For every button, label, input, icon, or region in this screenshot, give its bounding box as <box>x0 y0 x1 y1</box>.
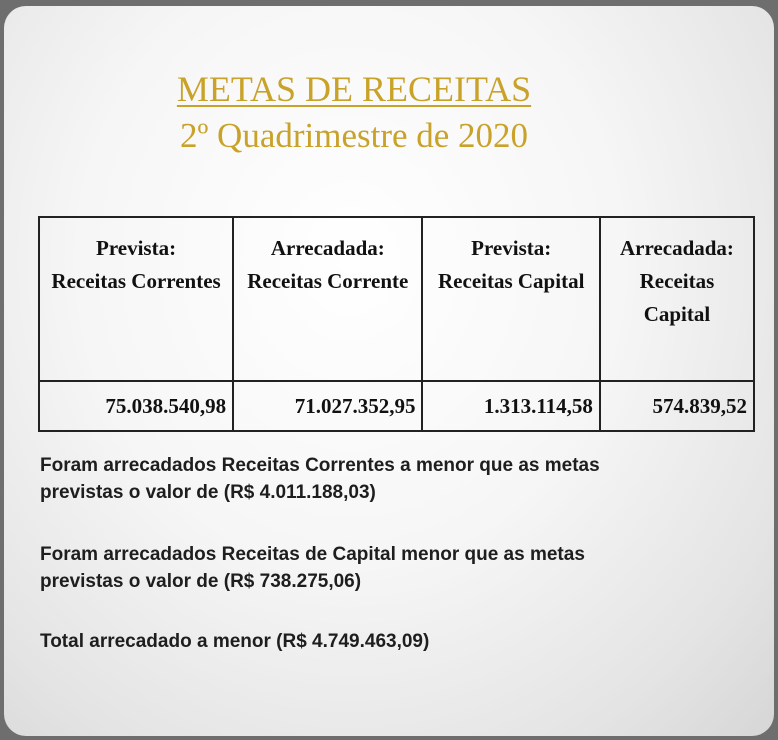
header-line: Prevista: <box>96 236 177 260</box>
note-line: previstas o valor de (R$ 738.275,06) <box>40 571 362 592</box>
revenue-goals-table <box>38 216 755 432</box>
note-line: Foram arrecadados Receitas de Capital menor que as metas <box>40 544 585 565</box>
header-line: Arrecadada: <box>620 236 734 260</box>
note-correntes <box>40 452 740 506</box>
note-line: Foram arrecadados Receitas Correntes a menor que as metas <box>40 455 600 476</box>
header-line: Capital <box>643 302 711 326</box>
value-prevista-capital: 1.313.114,58 <box>422 381 599 431</box>
header-line: Receitas Corrente <box>247 269 409 293</box>
header-arrecadada-correntes <box>233 217 422 381</box>
header-prevista-capital <box>422 217 599 381</box>
header-line: Receitas Capital <box>438 269 585 293</box>
header-line: Receitas Correntes <box>51 269 221 293</box>
header-prevista-correntes <box>39 217 233 381</box>
value-arrecadada-capital: 574.839,52 <box>600 381 754 431</box>
header-line: Prevista: <box>471 236 552 260</box>
header-line: Arrecadada: <box>270 236 385 260</box>
slide-subtitle: 2º Quadrimestre de 2020 <box>179 116 529 155</box>
note-total: Total arrecadado a menor (R$ 4.749.463,09) <box>40 631 430 652</box>
table-row <box>39 381 754 431</box>
header-line: Receitas <box>639 269 715 293</box>
table-header-row <box>39 217 754 381</box>
note-line: previstas o valor de (R$ 4.011.188,03) <box>40 482 376 503</box>
value-arrecadada-correntes: 71.027.352,95 <box>233 381 422 431</box>
header-arrecadada-capital <box>600 217 754 381</box>
slide-title: METAS DE RECEITAS <box>176 69 532 109</box>
value-prevista-correntes: 75.038.540,98 <box>39 381 233 431</box>
note-capital <box>40 541 740 595</box>
presentation-slide <box>4 6 774 736</box>
